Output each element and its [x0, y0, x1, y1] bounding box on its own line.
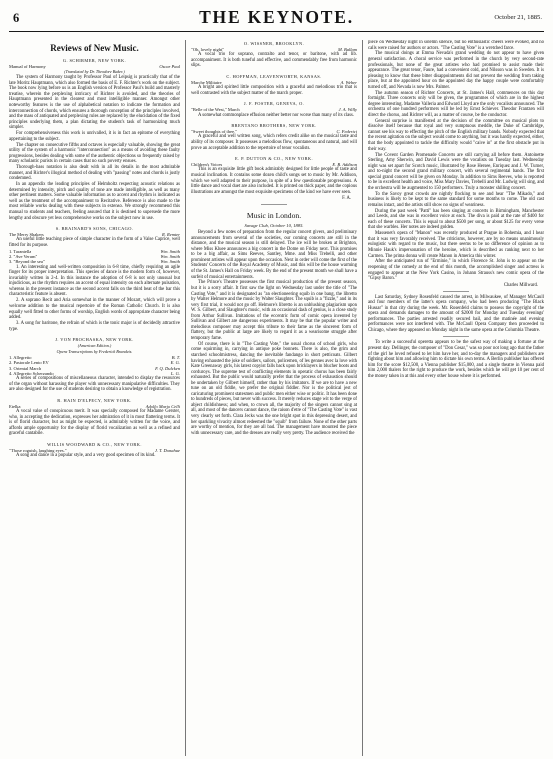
paragraph: For comprehensiveness this work is unrivalled, it is in fact an epitome of everything appertaining to the subject.	[9, 131, 180, 142]
publisher-heading: R. HAIN D'ELPECY, NEW YORK.	[57, 397, 132, 403]
item-author: M. Ballam	[338, 47, 357, 52]
item-author: E. B. Addison	[332, 162, 357, 168]
page-number: 6	[13, 11, 20, 25]
paragraph: In an appendix the leading principles of Helmholtz respecting acoustic relations as determined by intensity, pitch and quality of tone are made intelligible, as well as many other pertinent matters. Some valuable information as to accent and rhythm is indicated as well as the treatment of the accompaniment to Recitative. Reference is also made to the most reliable works dealing with these subjects in extenso. We strongly recommend this manual to students and teachers, feeling assured that it is destined to supersede the more lengthy and obscure yet less comprehensive works on the subject now in use.	[9, 182, 180, 221]
divider	[261, 204, 287, 205]
publisher-heading: J. F. FOSTER, GENEVA, O.	[243, 101, 305, 107]
item-author: C. Federici	[336, 129, 357, 135]
divider	[443, 336, 469, 337]
publisher-heading: WILLIS WOODWARD & CO., NEW YORK.	[47, 441, 142, 447]
publisher-heading: O. WISSNER, BROOKLYN.	[243, 41, 305, 46]
paragraph: A vocal trio for soprano, contralto and tenor, or baritone, with ad lib. accompaniment. It is both tuneful and effective, and commendably free from harmonic slips.	[191, 52, 357, 69]
section-title: Reviews of New Music.	[50, 43, 139, 53]
paragraph: To write a successful operetta appears to be the safest way of making a fortune at the present day. Dellinger, the composer of "Don Cesar," was so poor not long ago that the father of the girl he loved refused to let him have her, and to-day the managers and publishers are fighting about him and allowing him to dictate his own terms. A Berlin publisher has offered him for the score $12,500, a Vienna publisher $15,000, and a single theatre in Vienna paid him 2,000 thalers for the right to produce the work, besides which he will get 10 per cent of the money taken in at this and every other house where it is performed.	[368, 340, 544, 379]
signature: F. A.	[342, 196, 351, 202]
paragraph: Thorough-bass notation is also dealt with in all its details in the most admirable manner, and Richter's illogical method of dealing with "passing" notes and chords is justly condemned.	[9, 165, 180, 182]
paragraph: Massenet's opera of "Manon" was recently produced at Prague in Bohemia, and I hear that it was very favorably received. The criticisms, however, are by no means unanimously eulogistic with regard to the music, but there seems to be no difference of opinion as to Minnie Hauk's impersonation of the heroine, which is described as ranking next to her Carmen. The prima donna will create Manon in America this winter.	[368, 231, 544, 259]
paragraph: Of course, there is in "The Casting Vote," the usual chorus of school girls, who come squirming in, carrying in antique poke bonnets. There is also, the grim and starched schoolmistress, dancing the inevitable fandango in short petticoats. Gilbert having exhausted the joke of soldiers, sailors, policemen, of les gennes avec la love with Kate Greenaway girls, his latest copyist falls back upon bricklayers in blucher boots and corduroys. The supreme test of conflicting elements in operatic chorus has been fairly exhausted. But the public would naturally prefer that the process of exhaustion should be undertaken by Gilbert himself, rather than by his imitators. If we are to have a new tune on an old fiddle, we prefer the original fiddler. Nor is the political jest of caricaturing prominent statesmen and public men either wise or politic. It has been done to hundreds of pieces, but never with success. It merely reduces stage wit to the verge of abject childishness; and when, to crown all, the majority of the singers cannot sing at all, and most of the dancers cannot dance, the raison d'etre of "The Casting Vote" is vast very clearly set forth. Clara Jecks was the one bright spot in this depressing desert, and her sparkling vivacity almost redeemed the "squib" from failure. None of the other parts are worthy of mention, for they are all bad. The management have mounted the piece with unnecessary care, and the dresses are really very pretty. The audience received the	[191, 341, 357, 436]
paragraph: The Covent Garden Promenade Concerts are still carrying all before them. Antoinette Sterling, Amy Sherwin, and David Lewis were the vocalists on Tuesday last. Wednesday night was set apart for Scotch music, illustrated by Rose Hersee, Enriquez and J. W. Turner, and to-night the second grand military concert, with several regimental bands. The first special grand concert will be given on Monday. In addition to Sims Reeves, who is reported to be in excellent health and voice, Miss Mary Davies, Trebelli and Mr. Ludwig will sing, and the orchestra will be augmented to 150 performers. Truly a monster shilling concert.	[368, 152, 544, 191]
column-middle	[185, 40, 362, 756]
paragraph: The chapter on consecutive fifths and octaves is especially valuable, showing the great utility of the system of a harmonic "interconnection" as a means of avoiding these faulty progressions, besides dealing with some of the authentic objections so frequently raised by many scholastic purists in certain cases that no such poverty ensues.	[9, 142, 180, 165]
paragraph: The musical doings at Emma Nevada's grand wedding do not appear to have given general satisfaction. A choral service was performed in the church by very second-rate professionals, but none of the great artistes who had promised to assist made their appearance. The great tenor, Faure, had a convenient cold, and Nilsson was in Sweden. It is pleasing to know that these bitter disappointments did not prevent the wedding from taking place, but at the appointed hour on the appointed day the happy couple were comfortably turned off, and Nevada is now Mrs. Palmer.	[368, 51, 544, 90]
item-title: The Merry Shakers	[9, 232, 44, 238]
paragraph: An useful little teaching piece of simple character in the form of a Valse Caprice, well fitted for its purpose.	[9, 237, 180, 248]
item-title: 3. Oriental March	[9, 365, 42, 371]
item-title: 1. Tarantella	[9, 248, 32, 254]
item-title: "Oh, lovely night"	[191, 47, 225, 52]
item-author: J. T. Donahue	[154, 447, 180, 453]
item-author: Wm. Smith	[160, 254, 180, 260]
masthead-title: THE KEYNOTE.	[199, 7, 354, 27]
publisher-heading: S. BRAINARD'S SONS, CHICAGO.	[55, 226, 134, 232]
item-title: 4. Allegretto Scherzando	[9, 370, 54, 376]
article-heading: Music in London.	[246, 211, 302, 221]
item-author: Wm. Smith	[160, 248, 180, 254]
column-left	[9, 40, 185, 756]
paragraph: This is an exquisite little gift book admirably designed for little people of taste and musical inclination. It contains some dozen child's songs set to music by Mr. Addison, which we well adapted to their purpose, in spite of a few questionable progressions. A little dance and vocal duet are also included. It is printed on thick paper, and the copious illustrations are amongst the most exquisite specimens of the kind we have ever seen.	[191, 167, 357, 195]
item-author: Oscar Paul	[159, 64, 180, 69]
publisher-heading: C. HOFFMAN, LEAVENWORTH, KANSAS.	[226, 73, 322, 79]
paragraph: To the Savoy great crowds are nightly flocking to see and hear "The Mikado," and business is likely to be kept to the same standard for some months to come. The old cast remains intact, and the artists still show no signs of weariness.	[368, 191, 544, 208]
paragraph: 2. A soprano Recit and Aria somewhat in the manner of Mozart, which will prove a welcome addition to the musical repertoire of the Roman Catholic Church. It is also equally well fitted to other forms of worship, English words of appropriate character being added.	[9, 298, 180, 321]
article-columns	[9, 40, 544, 756]
paragraph: The autumn season of Richter Concerts, at St. James's Hall, commences on this day fortnight. Three concerts only will be given, the programmes of which are in the highest degree interesting. Madame Valleria and Edward Lloyd are the only vocalists announced. The orchestra of one hundred performers will be led by Ernst Schiever. Theodor Frantzen will direct the chorus, and Richter will, as a matter of course, be the conductor.	[368, 90, 544, 118]
paragraph: A graceful and well written song, which refers credit alike on the musical taste and ability of its composer. It possesses a melodious flow, spontaneous and natural, and will prove an acceptable addition to the repertoire of tenor vocalists.	[191, 134, 357, 151]
item-author: A. Weber	[340, 79, 357, 85]
paragraph: 1. An interesting and well-written composition in 6-8 time, chiefly requiring an agile finger for its proper interpretation. This species of dance is the modern form of, however, invariably written in 2-4. In this instance the adoption of 6-8 is not only unusual but injudicious, as the rhythm requires an accent of equal intensity on each alternate pulsation, whereas in the present instance as the second accent falls on the third beat of the bar this characteristic feature is absent.	[9, 264, 180, 298]
paragraph: After the anticipated run of "Erminie," in which Florence St. John is to appear on the reopening of the comedy at the end of this month, the accomplished singer and actress is engaged to appear at the New York Casino, in Johann Strauss's new comic opera of the "Gipsy Baron."	[368, 259, 544, 282]
item-subtitle: Opera Transcriptions by Frederick Brandeis.	[56, 349, 133, 355]
item-title: 1. Allegretto	[9, 355, 32, 361]
paragraph: A bright and spirited little composition with a graceful and melodious trio that is well contrasted with the subject matter of the march proper.	[191, 85, 357, 96]
item-title: "Those roguish, laughing eyes."	[9, 447, 67, 453]
item-author: R. Remter	[162, 232, 180, 238]
paragraph: The system of Harmony taught by Professor Paul of Leipsig is practically that of the late Moritz Hauptmann, which also formed the basis of E. F. Richter's work on the subject. The book now lying before us is an English version of Professor Paul's build and masterly treatise, wherein the perplexing intricacy of Richter is avoided, and the theories of Hauptmann presented in the clearest and most intelligible manner. Amongst other noteworthy features is the use of alphabetical notation to indicate the formation and interconnection of chords, which ensures a thorough conception of the principles involved, and the mass of antiquated and perplexing rules are replaced by the elucidation of the fixed principles underlying them, a plan dictating the student's task of harmonizing much simpler.	[9, 75, 180, 131]
item-title: 2. Pastorale Lento EV	[9, 360, 49, 366]
item-author: Wm. Smith	[160, 259, 180, 265]
paragraph: A vocal valse of conspicuous merit. It was specially composed for Madame Gerster, who, in accepting the dedication, expresses her admiration of it in most flattering terms. It is of florid character, but as might be expected, is admirably written for the voice, and affords ample opportunity for the display of florid vocalization as well as a refined and graceful cantabile.	[9, 409, 180, 437]
item-author: F. Q. Dulcken	[155, 365, 180, 371]
item-author: Adolfo Mario Celli	[145, 403, 180, 409]
signature: Charles Millward.	[503, 282, 538, 288]
publisher-heading: BRENTANO BROTHERS, NEW YORK.	[231, 123, 317, 129]
divider	[443, 291, 469, 292]
paragraph: A series of compositions of miscellaneous character, intended to display the resources of the organ without harassing the player with unnecessary manipulative difficulties. They are also designed for the use of students desiring to obtain a knowledge of registration.	[9, 376, 180, 393]
item-title: Marche Militaire	[191, 79, 222, 85]
item-title: 2. "Ave Verum"	[9, 254, 38, 260]
item-subtitle: (Translated by Dr. Theodore Baker.)	[64, 69, 125, 75]
page-header	[9, 6, 544, 32]
dateline: Savage Club, October 10, 1885.	[244, 223, 304, 229]
column-right	[362, 40, 544, 756]
paragraph: piece on Wednesday night in solemn silence, but no enthusiastic cheers were evoked, and no calls were raised for authors or actors. "The Casting Vote" is a wretched farce.	[368, 40, 544, 51]
item-title: "Belle of the West," March	[191, 107, 240, 113]
item-title: 3. "Beyond the sea"	[9, 259, 45, 265]
issue-date: October 21, 1885.	[494, 14, 542, 21]
paragraph: Last Saturday, Sydney Rosenfeld caused the arrest, in Milwaukee, of Manager McCaull and four members of the latter's opera company, who had been producing "The Black Hussar" in that city during the week. Mr. Rosenfeld claims to possess the copyright of the opera and demands damages to the amount of $2000 for Monday and Tuesday evenings' performances. The parties arrested readily secured bail, and the matinée and evening performances were not interfered with. The McCaull Opera Company then proceeded to Chicago, where they appeared on Monday night in the same opera at the Columbia Theatre.	[368, 294, 544, 333]
paragraph: Beyond a few notes of preparation from the regular concert givers, and preliminary announcements from several of the societies, our coming concerts are still in the distance, and the musical season is still delayed. The ice will be broken at Brighton, where Miss Kluee announces a big concert in the Dome on Friday next. This promises to be a big affair, as Sims Reeves, Santley, Mme. and Miss Trebelli, and other prominent artistes will appear upon the occasion. Next in order will come the first of the Students' Concerts of the Royal Academy of Music, and this will be the house warming of the St. James's Hall on Friday week. By the end of the present month we shall have a surfeit of musical entertainments.	[191, 230, 357, 280]
paragraph: General surprise is manifested at the decision of the committee on musical plots to dissolve itself because that royal and very sumptuous meddle, the Duke of Cambridge, cannot see his way to effecting the pitch of the English military bands. Nobody expected that the recent agitation on the subject would come to anything, but it was hardly expected, either, that the body appointed to tackle the difficulty would "caive in" at the first obstacle put in their way.	[368, 118, 544, 152]
item-title: Manual of Harmony	[9, 64, 46, 69]
item-author: L. G.	[170, 370, 180, 376]
publisher-heading: J. VON PROCHASKA, NEW YORK.	[55, 337, 134, 343]
item-title: "Sweet thoughts of thee."	[191, 129, 237, 135]
publisher-heading: G. SCHIRMER, NEW YORK.	[62, 58, 127, 63]
paragraph: 3. A song for baritone, the refrain of which is the tonic major is of decidedly attractive type.	[9, 321, 180, 332]
item-title: Children's Voices	[191, 162, 223, 168]
item-author: B. T.	[171, 355, 180, 361]
publisher-heading: E. P. DUTTON & CO., NEW YORK.	[235, 156, 313, 162]
paragraph: During the past week "Patti" has been singing at concerts in Birmingham, Manchester and Leeds, and she was in excellent voice at each. The diva is paid at the rate of $400 for each of these concerts. This is equal to about $500 per song, or about $125 for every verse that she warbles. Her notes are indeed golden.	[368, 208, 544, 231]
item-author: E. G.	[170, 360, 180, 366]
paragraph: A song and dance in a popular style, and a very good specimen of its kind.	[16, 453, 156, 459]
paragraph: The Prince's Theatre possesses the first musical production of the present season, but it is a sorry affair. It first saw the light on Wednesday last under the title of "The Casting Vote," and it is designated as "an electioneering squib in one bang, the libretto by Walter Helmore and the music by Walter Slaughter. The squib is a "fizzle," and in its very first trial, it would not go off. Helmore's libretto is an unblushing plagiarism upon W. S. Gilbert, and Slaughter's music, with an occasional dash of genius, is a close study from Arthur Sullivan. Imitations of the eccentric form of comic opera invented by Sullivan and Gilbert are dangerous experiments. It may be that the popular writer and melodious composer may accept this tribute to their fame as the sincerest form of flattery, but the public at large are likely to regard it as a wearisome struggle after temporary fame.	[191, 280, 357, 341]
item-title: Etelka	[9, 403, 21, 409]
item-subtitle: (American Edition.)	[77, 343, 112, 349]
paragraph: A somewhat commonplace effusion neither better nor worse than many of its class.	[198, 112, 354, 118]
item-author: J. A. Willy	[338, 107, 357, 113]
